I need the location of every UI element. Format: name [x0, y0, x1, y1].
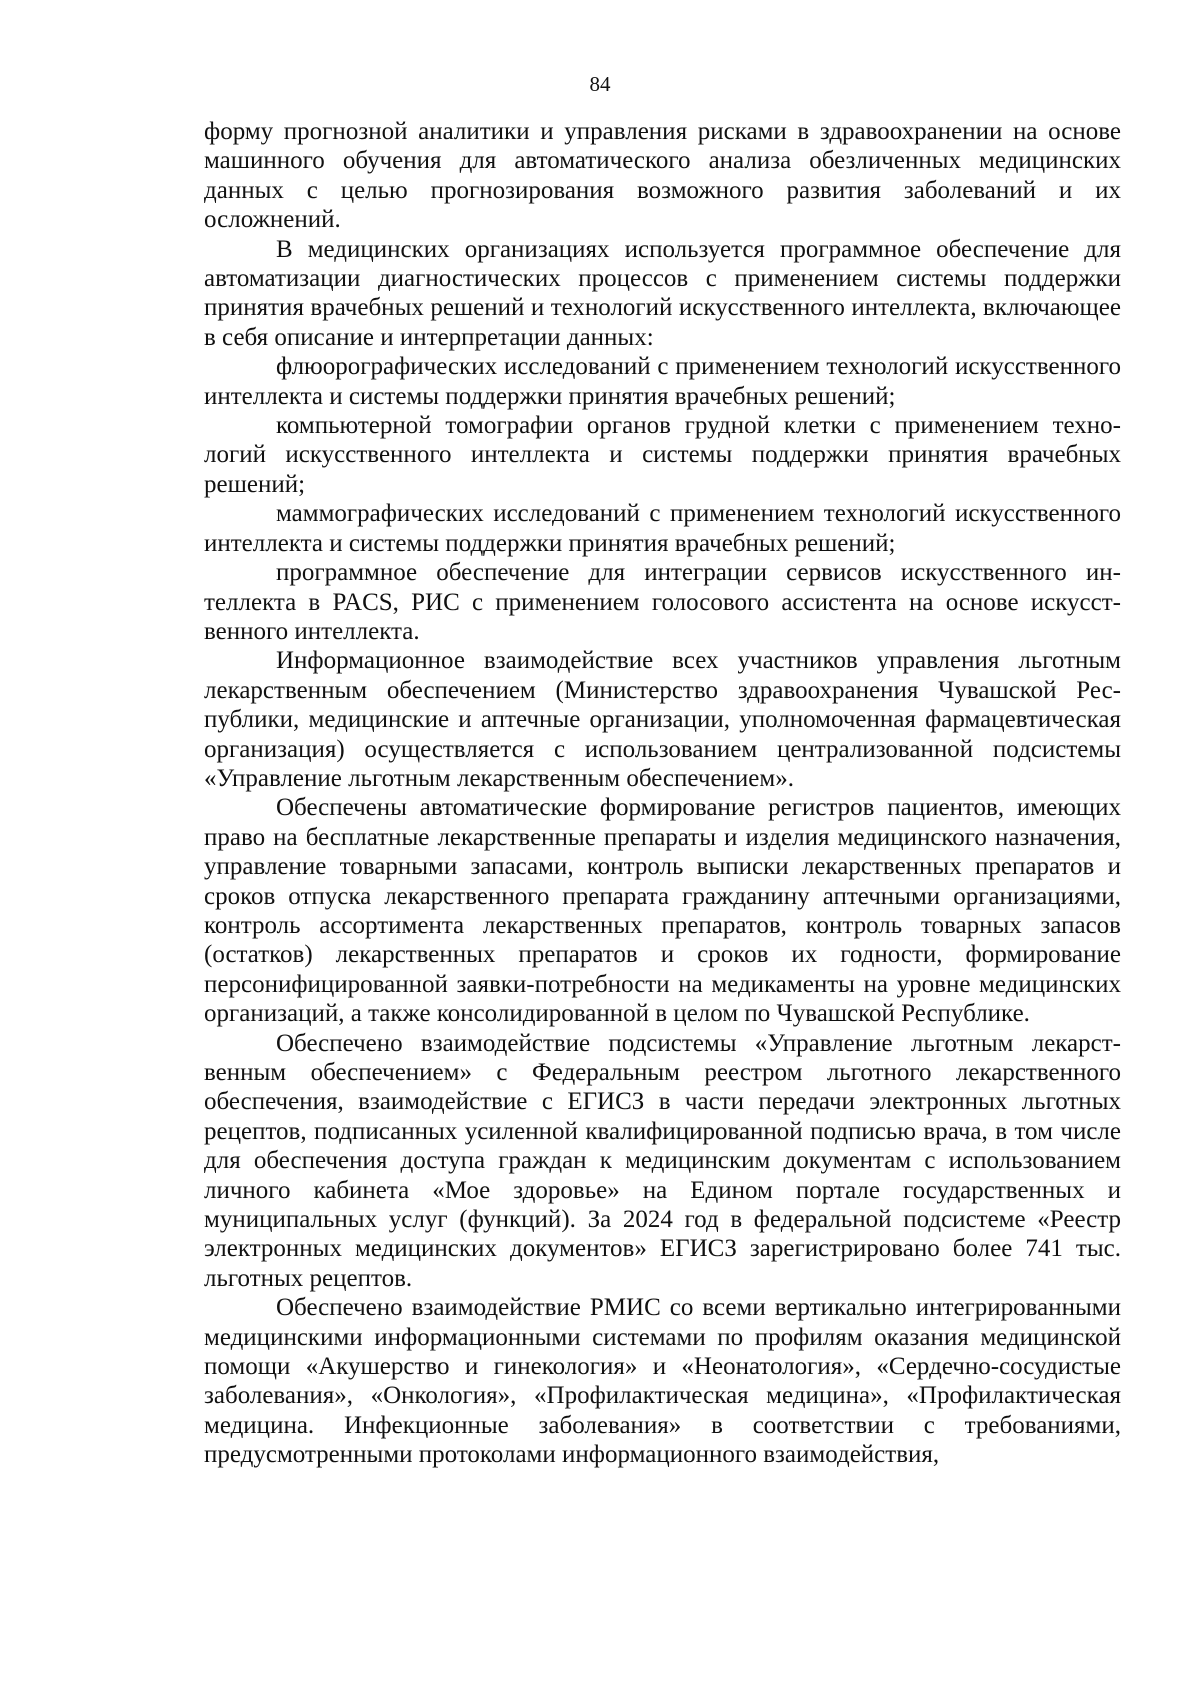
- paragraph-automatic-registers: Обеспечены автоматические формирование регистров пациентов, имеющих право на бесплатные лекарственные препараты и изделия медицинского назначения, управление товарными запасами, контроль выписки лекарственных препаратов и сроков отпуска лекарственного препарата гражданину аптечными организациями, контроль ассортимента лекарственных препаратов, контроль товарных запасов (остатков) лекарственных препаратов и сроков их годности, формирование персонифицированной заявки-потребности на медикаменты на уровне медицинских организаций, а также консолидированной в целом по Чувашской Республике.: [204, 794, 1121, 1028]
- list-item-pacs-integration: программное обеспечение для интеграции сервисов искусственного интеллекта в PACS, РИС с применением голосового ассистента на основе искусственного интеллекта.: [204, 559, 1121, 645]
- paragraph-software-diagnostics: В медицинских организациях используется программное обеспечение для автоматизации диагностических процессов с применением системы поддержки принятия врачебных решений и технологий искусственного интеллекта, включающее в себя описание и интерпретации данных:: [204, 235, 1121, 351]
- paragraph-rmis-integration: Обеспечено взаимодействие РМИС со всеми вертикально интегрированными медицинскими информационными системами по профилям оказания медицинской помощи «Акушерство и гинекология» и «Неонатология», «Сердечно-сосудистые заболевания», «Онкология», «Профилактическая медицина», «Профилактическая медицина. Инфекционные заболевания» в соответствии с требованиями, предусмотренными протоколами информационного взаимодействия,: [204, 1294, 1121, 1469]
- list-item-ct-chest: компьютерной томографии органов грудной клетки с применением технологий искусственного интеллекта и системы поддержки принятия врачебных решений;: [204, 412, 1121, 498]
- list-item-mammography: маммографических исследований с применением технологий искусственного интеллекта и системы поддержки принятия врачебных решений;: [204, 500, 1121, 557]
- paragraph-federal-registry: Обеспечено взаимодействие подсистемы «Управление льготным лекарственным обеспечением» с Федеральным реестром льготного лекарственного обеспечения, взаимодействие с ЕГИСЗ в части передачи электронных льготных рецептов, подписанных усиленной квалифицированной подписью врача, в том числе для обеспечения доступа граждан к медицинским документам с использованием личного кабинета «Мое здоровье» на Едином портале государственных и муниципальных услуг (функций). За 2024 год в федеральной подсистеме «Реестр электронных медицинских документов» ЕГИСЗ зарегистрировано более 741 тыс. льготных рецептов.: [204, 1029, 1121, 1292]
- page-number: 84: [589, 72, 611, 96]
- list-item-fluorography: флюорографических исследований с применением технологий искусственного интеллекта и системы поддержки принятия врачебных решений;: [204, 353, 1121, 410]
- paragraph-continuation: форму прогнозной аналитики и управления рисками в здравоохранении на основе машинного обучения для автоматического анализа обезличенных медицинских данных с целью прогнозирования возможного развития заболеваний и их осложнений.: [204, 118, 1121, 234]
- document-body: [204, 117, 1121, 1470]
- paragraph-information-interaction: Информационное взаимодействие всех участников управления льготным лекарственным обеспечением (Министерство здравоохранения Чувашской Республики, медицинские и аптечные организации, уполномоченная фармацевтическая организация) осуществляется с использованием централизованной подсистемы «Управление льготным лекарственным обеспечением».: [204, 647, 1121, 792]
